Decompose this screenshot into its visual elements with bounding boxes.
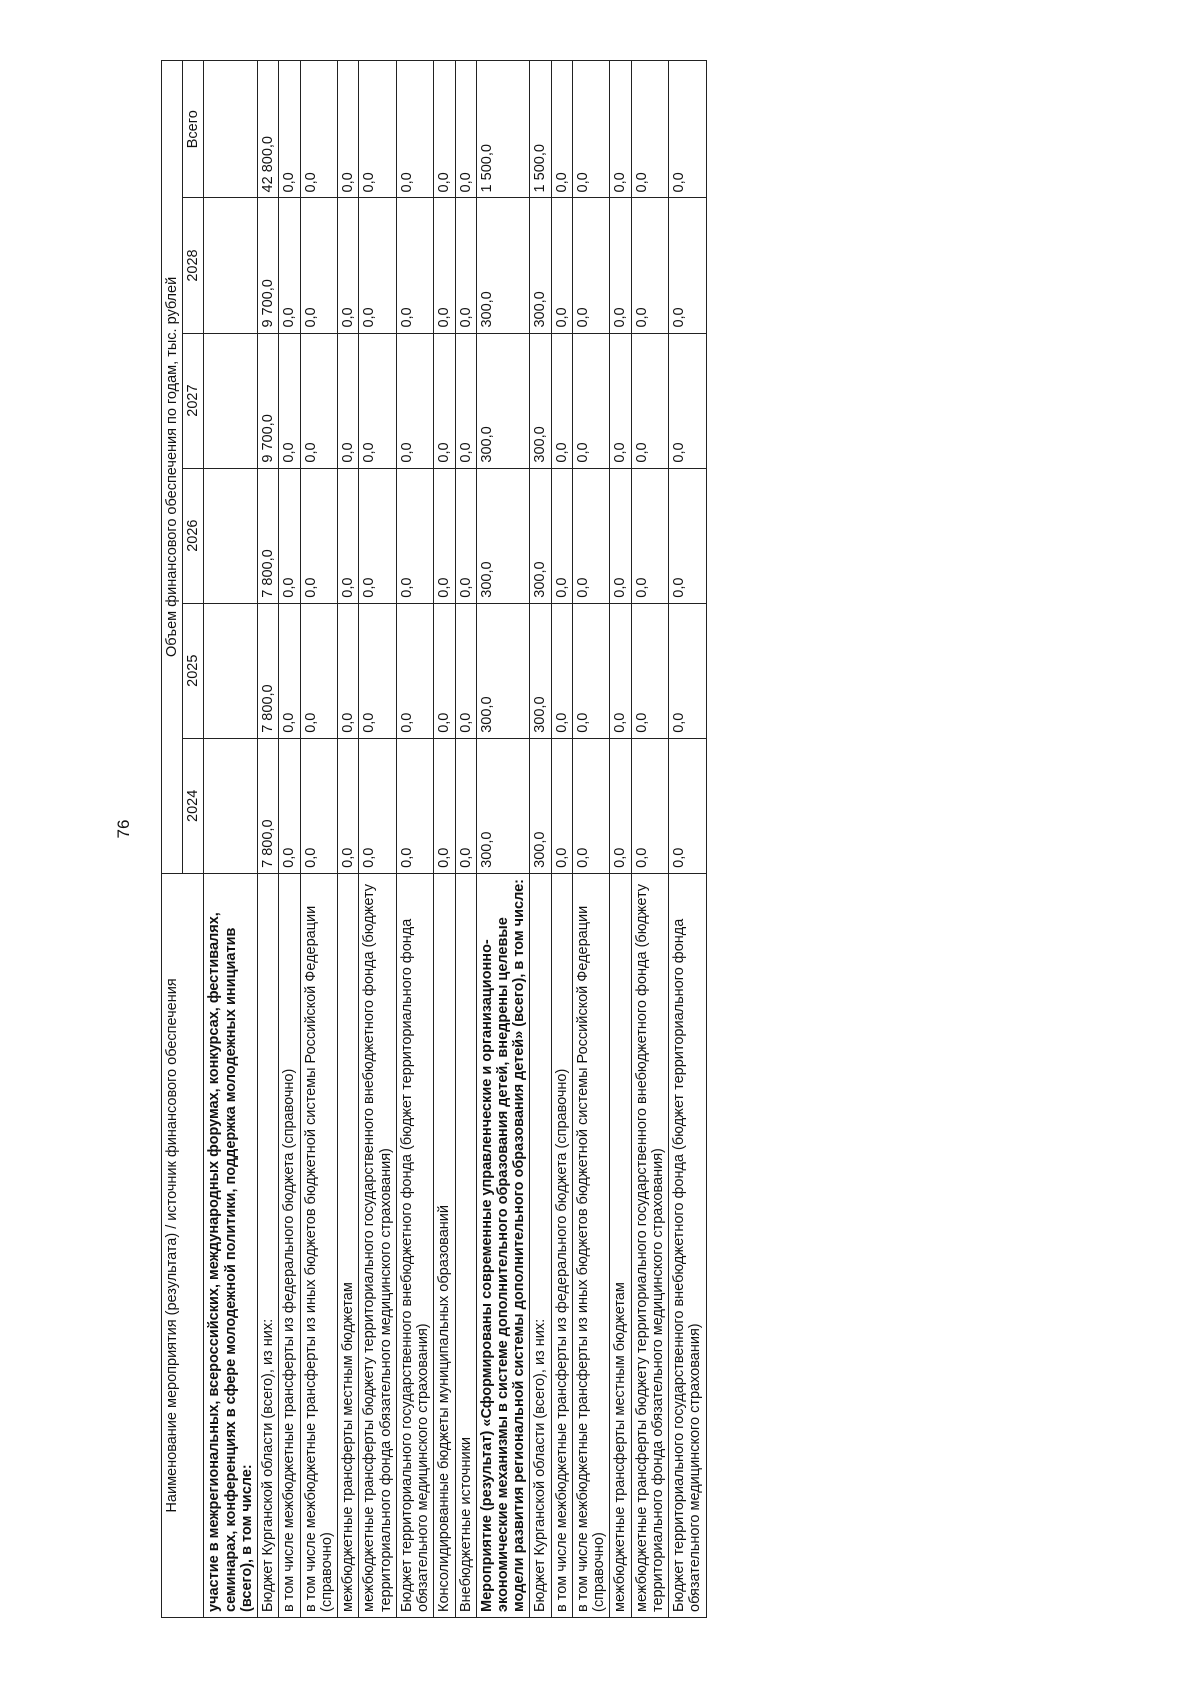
row-year-value: 300,0 [530, 603, 551, 738]
row-year-value: 0,0 [631, 198, 668, 333]
row-year-value: 0,0 [610, 603, 631, 738]
row-year-value: 0,0 [631, 738, 668, 873]
row-year-value: 0,0 [455, 198, 476, 333]
rotated-sheet [161, 60, 1039, 1618]
table-row [572, 61, 609, 1618]
row-year-value: 0,0 [610, 468, 631, 603]
header-year-2024: 2024 [183, 738, 204, 873]
row-name: межбюджетные трансферты бюджету территориального государственного внебюджетного фонда (бюджету территориального фонда обязательного медицинского страхования) [631, 873, 668, 1617]
header-group-title: Объем финансового обеспечения по годам, тыс. рублей [162, 61, 183, 874]
row-total-value: 0,0 [455, 61, 476, 198]
row-year-value: 0,0 [551, 333, 572, 468]
row-year-value: 0,0 [669, 738, 706, 873]
row-total-value: 0,0 [551, 61, 572, 198]
table-row [338, 61, 359, 1618]
row-year-value: 0,0 [572, 333, 609, 468]
table-body [204, 61, 706, 1618]
row-name: в том числе межбюджетные трансферты из иных бюджетов бюджетной системы Российской Федерации (справочно) [572, 873, 609, 1617]
row-year-value: 9 700,0 [258, 198, 279, 333]
row-year-value: 0,0 [610, 198, 631, 333]
row-name: в том числе межбюджетные трансферты из федерального бюджета (справочно) [279, 873, 300, 1617]
row-year-value: 300,0 [476, 468, 530, 603]
row-year-value: 9 700,0 [258, 333, 279, 468]
row-year-value [204, 333, 258, 468]
financing-table [161, 60, 707, 1618]
row-year-value: 0,0 [396, 738, 433, 873]
row-year-value: 0,0 [279, 468, 300, 603]
row-year-value: 0,0 [610, 333, 631, 468]
row-name: Бюджет Курганской области (всего), из них: [530, 873, 551, 1617]
row-name: межбюджетные трансферты бюджету территориального государственного внебюджетного фонда (бюджету территориального фонда обязательного медицинского страхования) [359, 873, 396, 1617]
row-total-value: 0,0 [434, 61, 455, 198]
row-total-value: 1 500,0 [476, 61, 530, 198]
row-year-value: 300,0 [530, 468, 551, 603]
row-name: в том числе межбюджетные трансферты из федерального бюджета (справочно) [551, 873, 572, 1617]
row-year-value: 0,0 [300, 738, 337, 873]
table-row [300, 61, 337, 1618]
row-year-value: 300,0 [476, 198, 530, 333]
row-year-value: 0,0 [338, 198, 359, 333]
row-total-value: 0,0 [359, 61, 396, 198]
row-year-value: 7 800,0 [258, 468, 279, 603]
row-total-value: 0,0 [610, 61, 631, 198]
row-year-value: 0,0 [434, 198, 455, 333]
row-year-value: 0,0 [434, 333, 455, 468]
table-row [434, 61, 455, 1618]
row-year-value: 0,0 [338, 468, 359, 603]
page-number: 76 [114, 819, 133, 839]
row-year-value: 0,0 [300, 603, 337, 738]
row-total-value: 0,0 [338, 61, 359, 198]
row-year-value: 0,0 [396, 603, 433, 738]
row-total-value: 1 500,0 [530, 61, 551, 198]
row-year-value: 0,0 [396, 333, 433, 468]
row-total-value: 0,0 [669, 61, 706, 198]
table-row [204, 61, 258, 1618]
row-year-value: 0,0 [359, 333, 396, 468]
table-row [279, 61, 300, 1618]
header-year-2028: 2028 [183, 198, 204, 333]
row-name: участие в межрегиональных, всероссийских, международных форумах, конкурсах, фестивалях, семинарах, конференциях в сфере молодежной политики, поддержка молодежных инициатив (всего), в том числе: [204, 873, 258, 1617]
header-year-2026: 2026 [183, 468, 204, 603]
row-year-value: 300,0 [530, 198, 551, 333]
row-total-value: 0,0 [631, 61, 668, 198]
row-year-value: 300,0 [476, 333, 530, 468]
header-total: Всего [183, 61, 204, 198]
row-year-value: 0,0 [551, 738, 572, 873]
row-year-value: 0,0 [610, 738, 631, 873]
row-year-value: 300,0 [530, 738, 551, 873]
row-year-value [204, 603, 258, 738]
header-year-2027: 2027 [183, 333, 204, 468]
row-total-value [204, 61, 258, 198]
row-year-value [204, 198, 258, 333]
table-header [162, 61, 204, 1618]
row-year-value: 0,0 [669, 468, 706, 603]
header-year-2025: 2025 [183, 603, 204, 738]
table-row [551, 61, 572, 1618]
row-name: Консолидированные бюджеты муниципальных образований [434, 873, 455, 1617]
row-name: Бюджет Курганской области (всего), из них: [258, 873, 279, 1617]
table-row [476, 61, 530, 1618]
row-year-value: 0,0 [631, 468, 668, 603]
row-year-value: 7 800,0 [258, 738, 279, 873]
row-year-value: 0,0 [279, 738, 300, 873]
row-name: межбюджетные трансферты местным бюджетам [338, 873, 359, 1617]
row-year-value: 0,0 [551, 603, 572, 738]
row-total-value: 0,0 [279, 61, 300, 198]
row-year-value: 0,0 [551, 468, 572, 603]
row-year-value: 0,0 [434, 738, 455, 873]
header-name-column: Наименование мероприятия (результата) / источник финансового обеспечения [162, 873, 204, 1617]
table-row [455, 61, 476, 1618]
row-year-value [204, 738, 258, 873]
row-year-value: 0,0 [396, 468, 433, 603]
row-year-value: 0,0 [279, 333, 300, 468]
table-row [359, 61, 396, 1618]
row-name: Бюджет территориального государственного внебюджетного фонда (бюджет территориального фонда обязательного медицинского страхования) [396, 873, 433, 1617]
row-year-value: 0,0 [455, 333, 476, 468]
row-total-value: 0,0 [572, 61, 609, 198]
row-year-value: 0,0 [434, 468, 455, 603]
row-year-value: 0,0 [338, 603, 359, 738]
row-year-value: 0,0 [338, 738, 359, 873]
row-total-value: 0,0 [396, 61, 433, 198]
row-year-value: 0,0 [338, 333, 359, 468]
row-year-value: 0,0 [396, 198, 433, 333]
row-year-value: 0,0 [631, 603, 668, 738]
table-row [530, 61, 551, 1618]
row-year-value: 0,0 [455, 468, 476, 603]
row-year-value: 0,0 [572, 468, 609, 603]
row-year-value: 300,0 [476, 603, 530, 738]
row-total-value: 42 800,0 [258, 61, 279, 198]
row-name: Мероприятие (результат) «Сформированы современные управленческие и организационно-экономические механизмы в системе дополнительного образования детей, внедрены целевые модели развития региональной системы дополнительного образования детей» (всего), в том числе: [476, 873, 530, 1617]
row-name: межбюджетные трансферты местным бюджетам [610, 873, 631, 1617]
row-year-value: 0,0 [279, 198, 300, 333]
table-row [610, 61, 631, 1618]
row-year-value: 0,0 [669, 198, 706, 333]
table-row [669, 61, 706, 1618]
table-row [258, 61, 279, 1618]
row-year-value: 0,0 [359, 468, 396, 603]
table-row [396, 61, 433, 1618]
row-year-value: 0,0 [551, 198, 572, 333]
row-year-value: 0,0 [572, 738, 609, 873]
row-name: в том числе межбюджетные трансферты из иных бюджетов бюджетной системы Российской Федерации (справочно) [300, 873, 337, 1617]
row-year-value: 0,0 [279, 603, 300, 738]
row-year-value: 300,0 [476, 738, 530, 873]
row-year-value: 0,0 [455, 738, 476, 873]
row-year-value: 0,0 [359, 738, 396, 873]
row-year-value: 0,0 [434, 603, 455, 738]
row-year-value: 0,0 [300, 198, 337, 333]
row-name: Бюджет территориального государственного внебюджетного фонда (бюджет территориального фонда обязательного медицинского страхования) [669, 873, 706, 1617]
row-year-value: 0,0 [669, 333, 706, 468]
row-year-value: 7 800,0 [258, 603, 279, 738]
row-year-value: 0,0 [631, 333, 668, 468]
row-year-value: 300,0 [530, 333, 551, 468]
row-total-value: 0,0 [300, 61, 337, 198]
row-year-value [204, 468, 258, 603]
row-name: Внебюджетные источники [455, 873, 476, 1617]
row-year-value: 0,0 [300, 468, 337, 603]
row-year-value: 0,0 [359, 198, 396, 333]
row-year-value: 0,0 [300, 333, 337, 468]
row-year-value: 0,0 [455, 603, 476, 738]
row-year-value: 0,0 [572, 198, 609, 333]
row-year-value: 0,0 [359, 603, 396, 738]
row-year-value: 0,0 [669, 603, 706, 738]
row-year-value: 0,0 [572, 603, 609, 738]
table-row [631, 61, 668, 1618]
